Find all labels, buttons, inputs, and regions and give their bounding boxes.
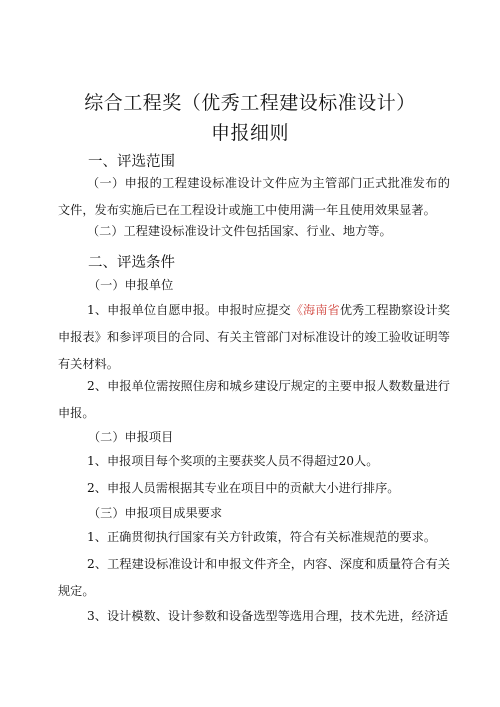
paragraph-applicant-2: 2、申报单位需按照住房和城乡建设厅规定的主要申报人数数量进行申报。 [58, 379, 450, 420]
section-heading-conditions: 二、评选条件 [88, 255, 175, 271]
paragraph-scope-2: （二）工程建设标准设计文件包括国家、行业、地方等。 [87, 224, 392, 238]
document-subtitle: 申报细则 [210, 122, 289, 144]
document-title: 综合工程奖（优秀工程建设标准设计） [84, 92, 416, 114]
paragraph-text: 1、申报单位自愿申报。申报时应提交 [87, 303, 291, 317]
paragraph-results-2: 2、工程建设标准设计和申报文件齐全，内容、深度和质量符合有关规定。 [58, 557, 450, 598]
paragraph-text: 优秀工程勘察设计奖申报表》和参评项目的合同、有关主管部门对标准设计的竣工验收证明等有关材料。 [58, 303, 450, 371]
subheading-applicant: （一）申报单位 [88, 278, 174, 292]
paragraph-applicant-1 [58, 297, 450, 378]
paragraph-scope-1: （一）申报的工程建设标准设计文件应为主管部门正式批准发布的文件，发布实施后已在工程设计或施工中使用满一年且使用效果显著。 [58, 176, 450, 217]
paragraph-results-3: 3、设计模数、设计参数和设备选型等选用合理，技术先进，经济适 [87, 609, 449, 623]
paragraph-project-2: 2、申报人员需根据其专业在项目中的贡献大小进行排序。 [87, 481, 400, 495]
section-heading-scope: 一、评选范围 [88, 154, 175, 170]
paragraph-project-1: 1、申报项目每个奖项的主要获奖人员不得超过20人。 [87, 454, 379, 468]
subheading-results: （三）申报项目成果要求 [88, 506, 223, 520]
subheading-project: （二）申报项目 [88, 430, 174, 444]
highlighted-text: 《海南省 [290, 303, 340, 317]
paragraph-results-1: 1、正确贯彻执行国家有关方针政策，符合有关标准规范的要求。 [87, 530, 437, 544]
